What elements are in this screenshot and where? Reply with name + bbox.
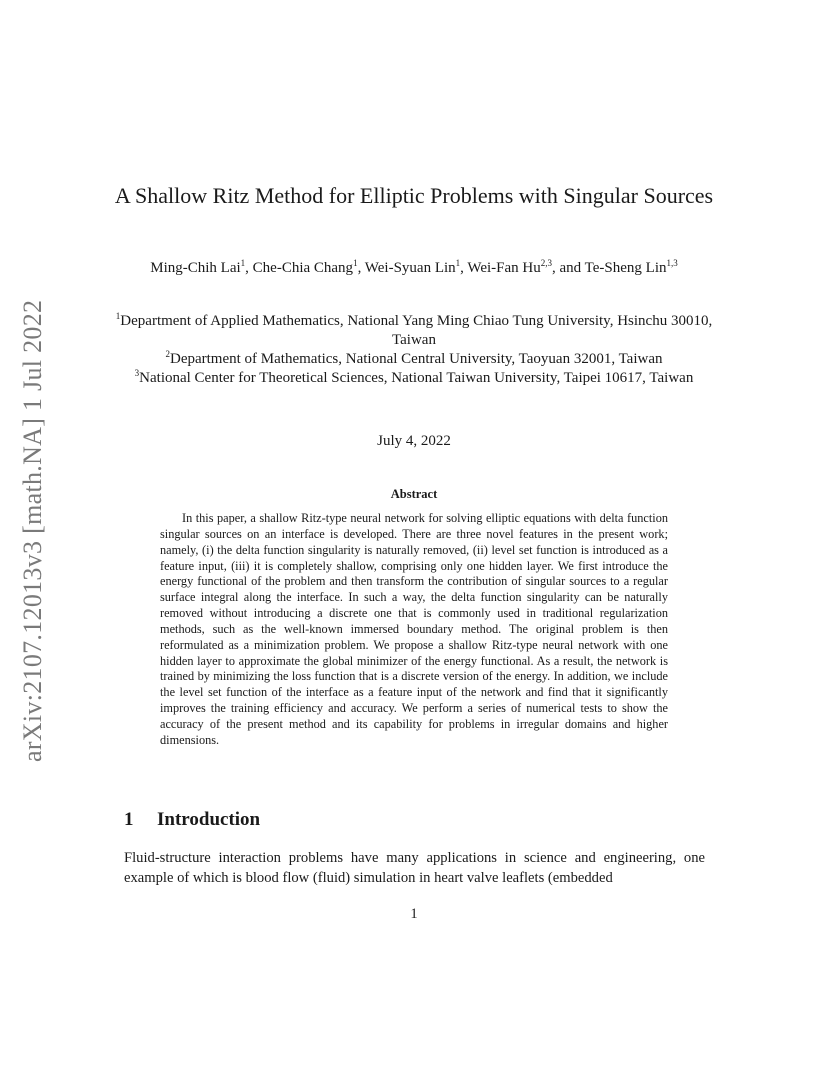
author-affiliation-mark: 1 [353, 258, 358, 268]
affiliation [110, 369, 718, 388]
author-affiliation-mark: 1 [455, 258, 461, 268]
arxiv-stamp: arXiv:2107.12013v3 [math.NA] 1 Jul 2022 [18, 299, 47, 762]
author-affiliation-mark: 1 [240, 258, 246, 268]
author-conjunction: and [559, 260, 582, 276]
author-name: Ming-Chih Lai [150, 260, 241, 276]
intro-paragraph: Fluid-structure interaction problems have many applications in science and engineering, one example of which is blood flow (fluid) simulation in heart valve leaflets (embedded [124, 850, 705, 886]
affiliation-mark: 2 [165, 349, 170, 359]
author-affiliation-mark: 2,3 [540, 258, 552, 268]
author-name: Te-Sheng Lin [584, 260, 667, 276]
section-title: Introduction [157, 809, 261, 830]
affiliation-mark: 1 [115, 311, 121, 321]
affiliation [110, 350, 718, 369]
section-heading [124, 809, 260, 831]
abstract-heading: Abstract [390, 487, 438, 501]
paper-date: July 4, 2022 [377, 433, 451, 449]
affiliation-text: Department of Mathematics, National Central University, Taoyuan 32001, Taiwan [170, 351, 663, 367]
affiliation-text: National Center for Theoretical Sciences, National Taiwan University, Taipei 10617, Taiwan [139, 370, 694, 386]
author-name: Wei-Fan Hu [467, 260, 541, 276]
author-list: Ming-Chih Lai$^1$, Che-Chia Chang$^1$, Wei-Syuan Lin$^1$, Wei-Fan Hu$^{2,3}$, and Te-Sheng Lin$^{1,3}$ [150, 258, 678, 276]
paper-title: A Shallow Ritz Method for Elliptic Problems with Singular Sources [114, 183, 714, 208]
author-name: Wei-Syuan Lin [364, 260, 456, 276]
affiliation [110, 312, 718, 350]
affiliation-mark: 3 [134, 368, 140, 378]
page-number: 1 [410, 906, 418, 922]
affiliations [110, 312, 718, 388]
author-affiliation-mark: 1,3 [666, 258, 678, 268]
section-number: 1 [124, 809, 134, 830]
author-name: Che-Chia Chang [252, 260, 354, 276]
affiliation-text: Department of Applied Mathematics, National Yang Ming Chiao Tung University, Hsinchu 30010, Taiwan [120, 313, 713, 348]
abstract-text: In this paper, a shallow Ritz-type neural network for solving elliptic equations with delta function singular sources on an interface is developed. There are three novel features in the present work; namely, (i) the delta function singularity is naturally removed, (ii) level set function is introduced as a feature input, (iii) it is completely shallow, comprising only one hidden layer. We first introduce the energy functional of the problem and then transform the contribution of singular sources to a regular surface integral along the interface. In such a way, the delta function singularity can be naturally removed without introducing a discrete one that is commonly used in traditional regularization methods, such as the well-known immersed boundary method. The original problem is then reformulated as a minimization problem. We propose a shallow Ritz-type neural network with one hidden layer to approximate the global minimizer of the energy functional. As a result, the network is trained by minimizing the loss function that is a discrete version of the energy. In addition, we include the level set function of the interface as a feature input of the network and find that it significantly improves the training efficiency and accuracy. We perform a series of numerical tests to show the accuracy of the present method and its capability for problems in irregular domains and higher dimensions. [160, 511, 668, 747]
